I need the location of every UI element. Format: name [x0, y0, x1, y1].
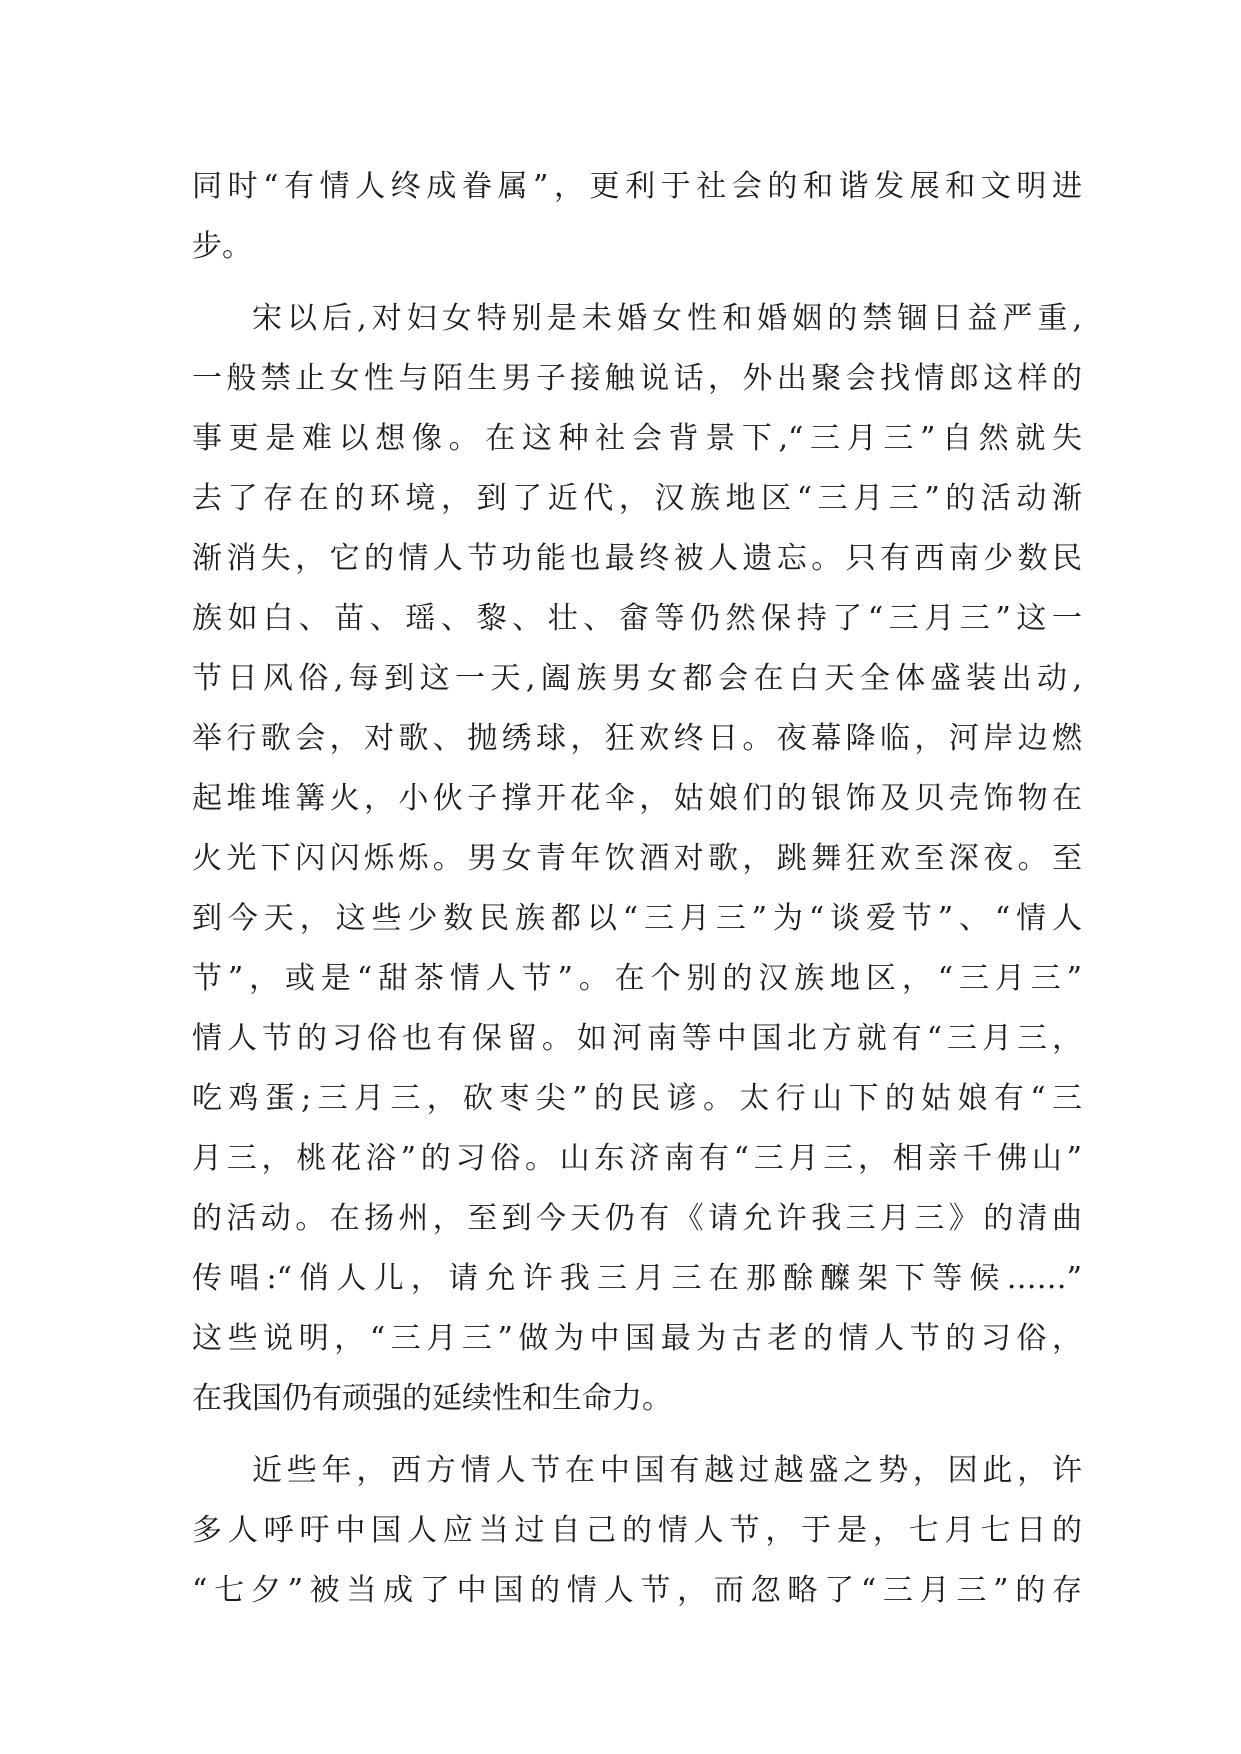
- text-line: 同时“有情人终成眷属”，更利于社会的和谐发展和文明进: [192, 169, 1082, 204]
- text-line: 步。: [192, 229, 252, 264]
- text-line: 起堆堆篝火，小伙子撑开花伞，姑娘们的银饰及贝壳饰物在: [192, 781, 1082, 816]
- body-text: [192, 157, 1082, 1621]
- text-line: 节日风俗,每到这一天,阖族男女都会在白天全体盛装出动,: [192, 661, 1082, 696]
- text-line: 一般禁止女性与陌生男子接触说话，外出聚会找情郎这样的: [192, 361, 1082, 396]
- text-line: 在我国仍有顽强的延续性和生命力。: [192, 1381, 672, 1416]
- text-line: 去了存在的环境，到了近代，汉族地区“三月三”的活动渐: [192, 481, 1082, 516]
- text-line: 传唱:“俏人儿，请允许我三月三在那酴醾架下等候……”: [192, 1261, 1082, 1296]
- text-line: 月三，桃花浴”的习俗。山东济南有“三月三，相亲千佛山”: [192, 1141, 1082, 1176]
- text-line: 多人呼吁中国人应当过自己的情人节，于是，七月七日的: [192, 1513, 1082, 1548]
- text-line: “七夕”被当成了中国的情人节，而忽略了“三月三”的存: [192, 1573, 1082, 1608]
- paragraph: [192, 157, 1082, 277]
- text-line: 族如白、苗、瑶、黎、壮、畲等仍然保持了“三月三”这一: [192, 601, 1082, 636]
- text-line: 渐消失，它的情人节功能也最终被人遗忘。只有西南少数民: [192, 541, 1082, 576]
- paragraph: [192, 1441, 1082, 1621]
- text-line: 火光下闪闪烁烁。男女青年饮酒对歌，跳舞狂欢至深夜。至: [192, 841, 1082, 876]
- text-line: 情人节的习俗也有保留。如河南等中国北方就有“三月三，: [192, 1021, 1082, 1056]
- text-line: 节”，或是“甜茶情人节”。在个别的汉族地区，“三月三”: [192, 961, 1082, 996]
- text-line: 事更是难以想像。在这种社会背景下,“三月三”自然就失: [192, 421, 1082, 456]
- text-line: 近些年，西方情人节在中国有越过越盛之势，因此，许: [252, 1453, 1082, 1488]
- text-line: 吃鸡蛋;三月三，砍枣尖”的民谚。太行山下的姑娘有“三: [192, 1081, 1082, 1116]
- text-line: 的活动。在扬州，至到今天仍有《请允许我三月三》的清曲: [192, 1201, 1082, 1236]
- paragraph: [192, 289, 1082, 1429]
- text-line: 到今天，这些少数民族都以“三月三”为“谈爱节”、“情人: [192, 901, 1082, 936]
- text-line: 举行歌会，对歌、抛绣球，狂欢终日。夜幕降临，河岸边燃: [192, 721, 1082, 756]
- text-line: 宋以后,对妇女特别是未婚女性和婚姻的禁锢日益严重,: [252, 301, 1082, 336]
- text-line: 这些说明，“三月三”做为中国最为古老的情人节的习俗，: [192, 1321, 1082, 1356]
